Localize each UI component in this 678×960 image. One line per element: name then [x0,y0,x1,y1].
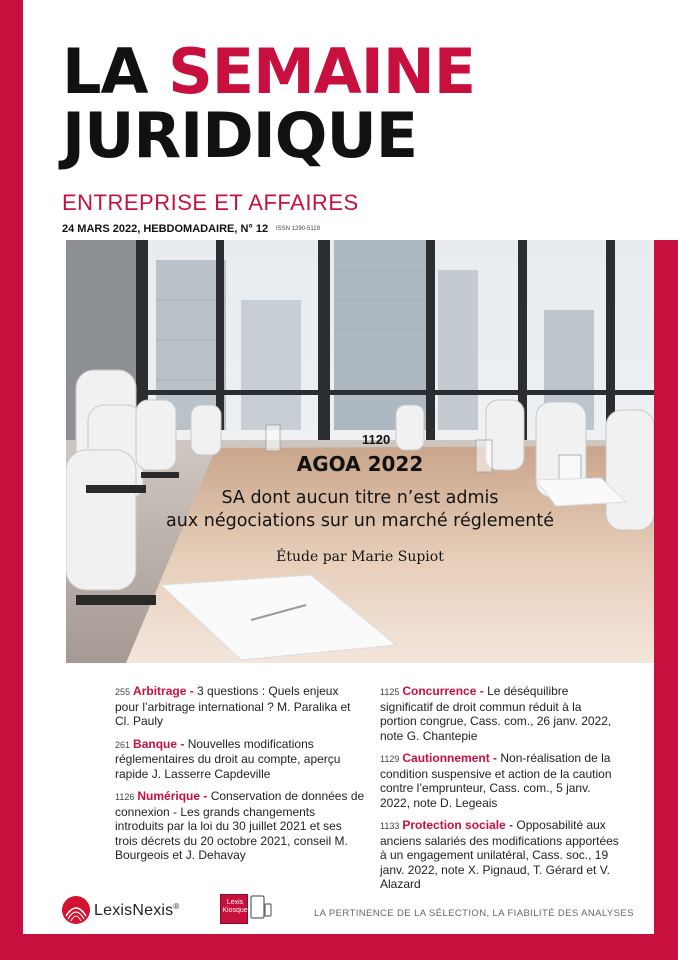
toc-item-text: 3 questions : Quels enjeux pour l’arbitrage international ? M. Paralika et Cl. Pauly [115,684,351,728]
toc-item-separator: - [489,751,501,765]
toc-item-number: 1126 [115,792,135,802]
toc-item-category: Cautionnement [402,751,490,765]
toc-item [380,684,620,743]
toc-item-separator: - [177,736,188,751]
toc-item [380,751,620,810]
toc-item-text: Non-réalisation de la condition suspensive et action de la caution contre l’emprunteur, Cass. com., 5 janv. 2022, note D. Legeais [380,751,612,810]
cover-story-title: AGOA 2022 [296,452,424,476]
publisher-name [94,902,179,920]
toc-item-text: Le déséquilibre significatif de droit commun réduit à la portion congrue, Cass. com., 26 janv. 2022, note G. Chantepie [380,684,612,743]
right-red-border [654,240,678,960]
toc-item-category: Banque [133,736,178,751]
toc-item-text: Nouvelles modifications réglementaires du droit au compte, aperçu rapide J. Lasserre Capdeville [115,736,341,781]
issn: ISSN 1290-5119 [276,226,320,232]
tagline: LA PERTINENCE DE LA SÉLECTION, LA FIABILITÉ DES ANALYSES [314,908,634,919]
tablet-phone-icon [250,894,272,924]
left-red-border [0,0,23,960]
publisher-wordmark: LexisNexis [94,902,174,919]
toc-item-separator: - [505,818,517,832]
cover-story-subtitle [66,487,654,533]
toc-item-category: Concurrence [402,684,477,698]
footer [0,890,678,934]
toc-item-category: Numérique [137,789,201,803]
kiosque-label [221,899,249,915]
bottom-red-border [0,934,678,960]
toc-left-column [115,684,365,871]
title-line-2: JURIDIQUE [62,99,418,172]
cover-story-subtitle-line2: aux négociations sur un marché réglementé [166,511,554,531]
kiosque-label-line2: Kiosque [222,907,248,914]
cover-story-author: Étude par Marie Supiot [276,549,444,565]
title-word-semaine: SEMAINE [168,35,476,108]
registered-mark: ® [173,902,180,911]
kiosque-icon [220,894,248,924]
lexisnexis-logo-icon [62,896,90,924]
toc-item [380,818,620,892]
cover-photo [66,240,654,663]
magazine-subtitle: ENTREPRISE ET AFFAIRES [62,190,359,215]
toc-item-separator: - [476,684,488,698]
toc-item-number: 1133 [380,821,400,831]
toc-item-category: Protection sociale [402,818,506,832]
title-word-la: LA [62,35,148,108]
toc-item-category: Arbitrage [133,684,187,698]
toc-item [115,684,365,729]
masthead [62,35,622,172]
cover-story-number: 1120 [362,432,391,447]
toc-item-number: 255 [115,687,131,697]
toc-item [115,789,365,863]
toc-item-separator: - [186,684,198,698]
toc-item-number: 261 [115,739,131,750]
issue-date: 24 MARS 2022, HEBDOMADAIRE, N° 12 [62,223,269,235]
title-line-1 [62,35,622,108]
toc-item-text: Conservation de données de connexion - Les grands changements introduits par la loi du 30 juillet 2021 et ses trois décrets du 20 octobre 2021, conseil M. Bourgeois et J. Dehavay [115,789,365,862]
toc-item [115,737,365,782]
toc-right-column [380,684,620,900]
cover-story-subtitle-line1: SA dont aucun titre n’est admis [221,488,499,508]
toc-item-number: 1125 [380,687,400,697]
toc-item-separator: - [200,789,211,803]
toc-item-text: Opposabilité aux anciens salariés des modifications apportées à un engagement unilatéral, Cass. soc., 19 janv. 2022, note X. Pignaud, T. Gérard et V. Alazard [380,818,619,891]
toc-item-number: 1129 [380,754,400,764]
kiosque-label-line1: Lexis [226,899,244,906]
